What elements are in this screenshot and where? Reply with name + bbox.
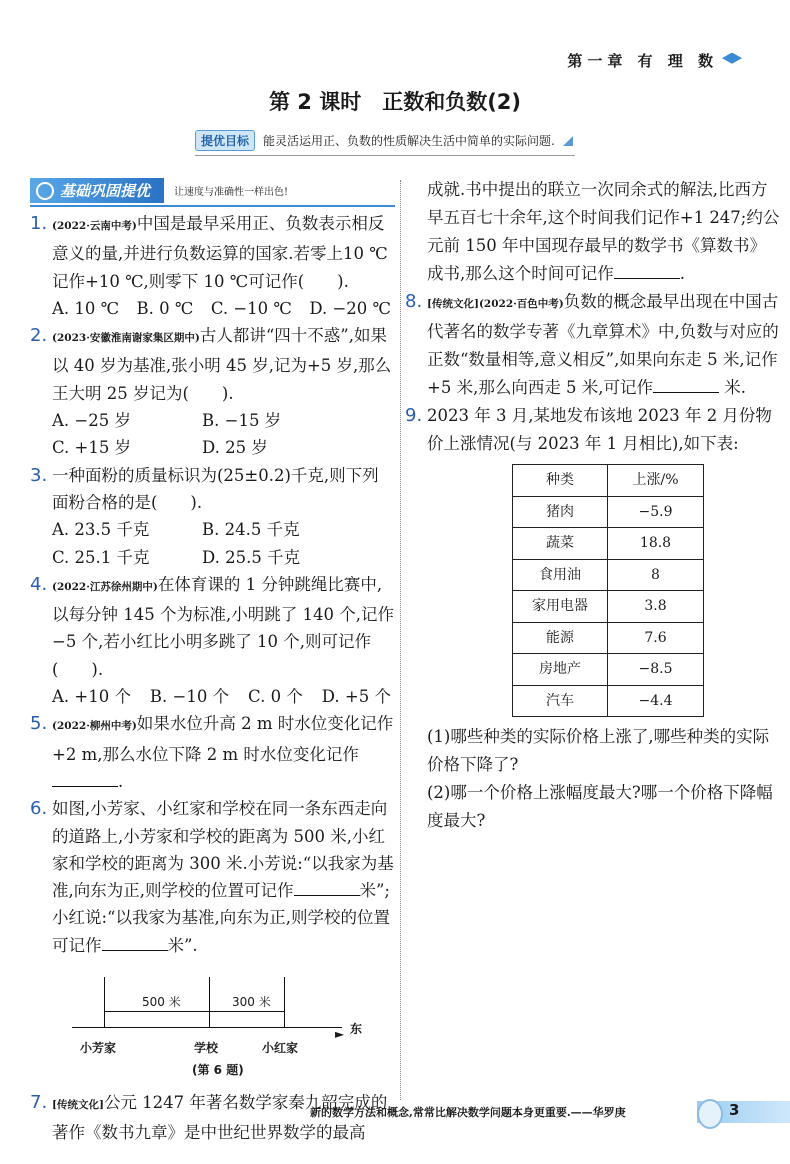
question-text: 如果水位升高 2 m 时水位变化记作+2 m,那么水位下降 2 m 时水位变化记作	[52, 714, 394, 764]
right-column	[405, 176, 780, 835]
question-8	[405, 288, 780, 402]
table-row	[513, 685, 704, 717]
point-label: 学校	[194, 1041, 219, 1056]
question-text: 负数的概念最早出现在中国古代著名的数学专著《九章算术》中,负数与对应的正数“数量相等,意义相反”,如果向东走 5 米,记作+5 米,那么向西走 5 米,可记作	[427, 292, 779, 397]
question-number: 1.	[30, 213, 48, 234]
table-header-row	[513, 465, 704, 497]
number-line-figure	[52, 959, 395, 1089]
east-label: 东	[350, 1022, 363, 1037]
answer-blank[interactable]	[52, 770, 118, 787]
option-b: B. 24.5 千克	[202, 520, 300, 540]
question-6	[30, 795, 395, 1089]
section-label: 基础巩固提优	[30, 178, 164, 203]
option-a: A. +10 个	[52, 687, 131, 707]
page-number: 3	[697, 1101, 790, 1123]
change-cell: 7.6	[608, 622, 704, 654]
question-text: 米”.	[167, 935, 198, 955]
table-row	[513, 622, 704, 654]
question-tag: [传统文化]	[427, 298, 479, 310]
option-d: D. 25 岁	[202, 438, 268, 458]
question-text: 在体育课的 1 分钟跳绳比赛中,以每分钟 145 个为标准,小明跳了 140 个,记作−5 个,若小红比小明多跳了 10 个,则可记作( ).	[52, 574, 394, 679]
table-row	[513, 559, 704, 591]
distance-label: 500 米	[142, 995, 181, 1010]
question-text: 如图,小芳家、小红家和学校在同一条东西走向的道路上,小芳家和学校的距离为 500 米,小红家和学校的距离为 300 米.小芳说:“以我家为基准,向东为正,则学校的位置可记作	[52, 799, 394, 901]
column-divider	[400, 180, 401, 1100]
category-cell: 食用油	[513, 559, 608, 591]
table-row	[513, 591, 704, 623]
option-c: C. 25.1 千克	[52, 547, 150, 567]
graduation-cap-icon	[722, 53, 742, 69]
road-line	[72, 1027, 342, 1028]
category-cell: 猪肉	[513, 496, 608, 528]
distance-label: 300 米	[232, 995, 271, 1010]
left-column	[30, 210, 395, 1147]
option-b: B. −10 个	[149, 687, 230, 707]
answer-blank[interactable]	[653, 377, 719, 394]
point-label: 小红家	[262, 1041, 299, 1056]
question-text: 中国是最早采用正、负数表示相反意义的量,并进行负数运算的国家.若零上10 ℃记作+10 ℃,则零下 10 ℃可记作( ).	[52, 214, 388, 291]
question-source: (2022·百色中考)	[478, 298, 564, 310]
punctuation: .	[118, 771, 124, 791]
table-row	[513, 496, 704, 528]
question-2	[30, 322, 395, 461]
price-table	[512, 464, 704, 717]
chapter-title: 第一章 有 理 数	[567, 52, 718, 70]
option-a: A. 23.5 千克	[52, 520, 150, 540]
question-source: (2022·柳州中考)	[52, 720, 137, 733]
question-text: 公元 1247 年著名数学家秦九韶完成的著作《数书九章》是中世纪世界数学的最高	[52, 1093, 388, 1143]
arrow-icon: ►	[335, 1027, 345, 1042]
question-number: 5.	[30, 713, 48, 735]
question-number: 6.	[30, 798, 48, 820]
change-cell: 3.8	[608, 591, 704, 623]
triangle-icon	[563, 136, 573, 146]
question-5	[30, 710, 395, 795]
question-text: 古人都讲“四十不惑”,如果以 40 岁为基准,张小明 45 岁,记为+5 岁,那么王大明 25 岁记为( ).	[52, 326, 392, 403]
question-number: 2.	[30, 325, 48, 347]
answer-blank[interactable]	[614, 263, 680, 280]
figure-caption: (第 6 题)	[192, 1063, 244, 1078]
category-cell: 房地产	[513, 654, 608, 686]
option-c: C. +15 岁	[52, 438, 132, 458]
category-cell: 汽车	[513, 685, 608, 717]
option-d: D. −20 ℃	[309, 298, 391, 318]
question-text: 米”;小红说:“以我家为基准,向东为正,则学校的位置可记作	[52, 881, 390, 955]
question-number: 8.	[405, 291, 423, 312]
option-c: C. −10 ℃	[210, 298, 292, 318]
tick	[104, 977, 105, 1027]
question-1	[30, 210, 395, 322]
section-header	[30, 178, 395, 207]
question-source: (2022·云南中考)	[52, 220, 137, 232]
punctuation: 米.	[719, 378, 747, 397]
answer-blank[interactable]	[102, 934, 168, 951]
table-row	[513, 654, 704, 686]
option-a: A. −25 岁	[52, 411, 131, 431]
question-4	[30, 571, 395, 710]
question-source: (2022·江苏徐州期中)	[52, 580, 158, 593]
change-cell: −8.5	[608, 654, 704, 686]
question-number: 9.	[405, 405, 423, 426]
answer-blank[interactable]	[294, 880, 360, 897]
question-number: 7.	[30, 1092, 48, 1114]
header-cell: 种类	[513, 465, 608, 497]
header-cell: 上涨/%	[608, 465, 704, 497]
change-cell: −5.9	[608, 496, 704, 528]
punctuation: .	[679, 264, 685, 283]
option-a: A. 10 ℃	[52, 298, 120, 318]
tick	[209, 977, 210, 1027]
learning-goal	[195, 130, 575, 156]
chapter-header	[567, 50, 742, 71]
question-text: 2023 年 3 月,某地发布该地 2023 年 2 月份物价上涨情况(与 2023 年 1 月相比),如下表:	[427, 406, 772, 453]
change-cell: 8	[608, 559, 704, 591]
option-d: D. 25.5 千克	[202, 547, 301, 567]
change-cell: −4.4	[608, 685, 704, 717]
option-b: B. −15 岁	[202, 411, 282, 431]
option-b: B. 0 ℃	[136, 298, 194, 318]
goal-tag: 提优目标	[195, 130, 255, 151]
question-number: 4.	[30, 573, 48, 595]
question-7-continued	[405, 176, 780, 288]
footer-quote: 新的数学方法和概念,常常比解决数学问题本身更重要.——华罗庚	[310, 1106, 626, 1119]
point-label: 小芳家	[80, 1041, 117, 1056]
question-tag: [传统文化]	[52, 1099, 104, 1112]
sub-question-2: (2)哪一个价格上涨幅度最大?哪一个价格下降幅度最大?	[427, 783, 773, 830]
question-3	[30, 462, 395, 571]
category-cell: 能源	[513, 622, 608, 654]
change-cell: 18.8	[608, 528, 704, 560]
question-source: (2023·安徽淮南谢家集区期中)	[52, 332, 200, 345]
goal-text: 能灵活运用正、负数的性质解决生活中简单的实际问题.	[263, 134, 555, 148]
category-cell: 家用电器	[513, 591, 608, 623]
category-cell: 蔬菜	[513, 528, 608, 560]
question-number: 3.	[30, 464, 48, 486]
sub-question-1: (1)哪些种类的实际价格上涨了,哪些种类的实际价格下降了?	[427, 727, 770, 774]
option-d: D. +5 个	[321, 687, 391, 707]
question-text: 成就.书中提出的联立一次同余式的解法,比西方早五百七十余年,这个时间我们记作+1 247;约公元前 150 年中国现存最早的数学书《算数书》成书,那么这个时间可记作	[427, 180, 780, 283]
table-row	[513, 528, 704, 560]
question-9	[405, 402, 780, 835]
lesson-title: 第 2 课时 正数和负数(2)	[268, 90, 522, 114]
tick	[284, 977, 285, 1027]
section-subtitle: 让速度与准确性一样出色!	[174, 187, 289, 198]
question-text: 一种面粉的质量标识为(25±0.2)千克,则下列面粉合格的是( ).	[52, 465, 379, 512]
option-c: C. 0 个	[248, 687, 303, 707]
